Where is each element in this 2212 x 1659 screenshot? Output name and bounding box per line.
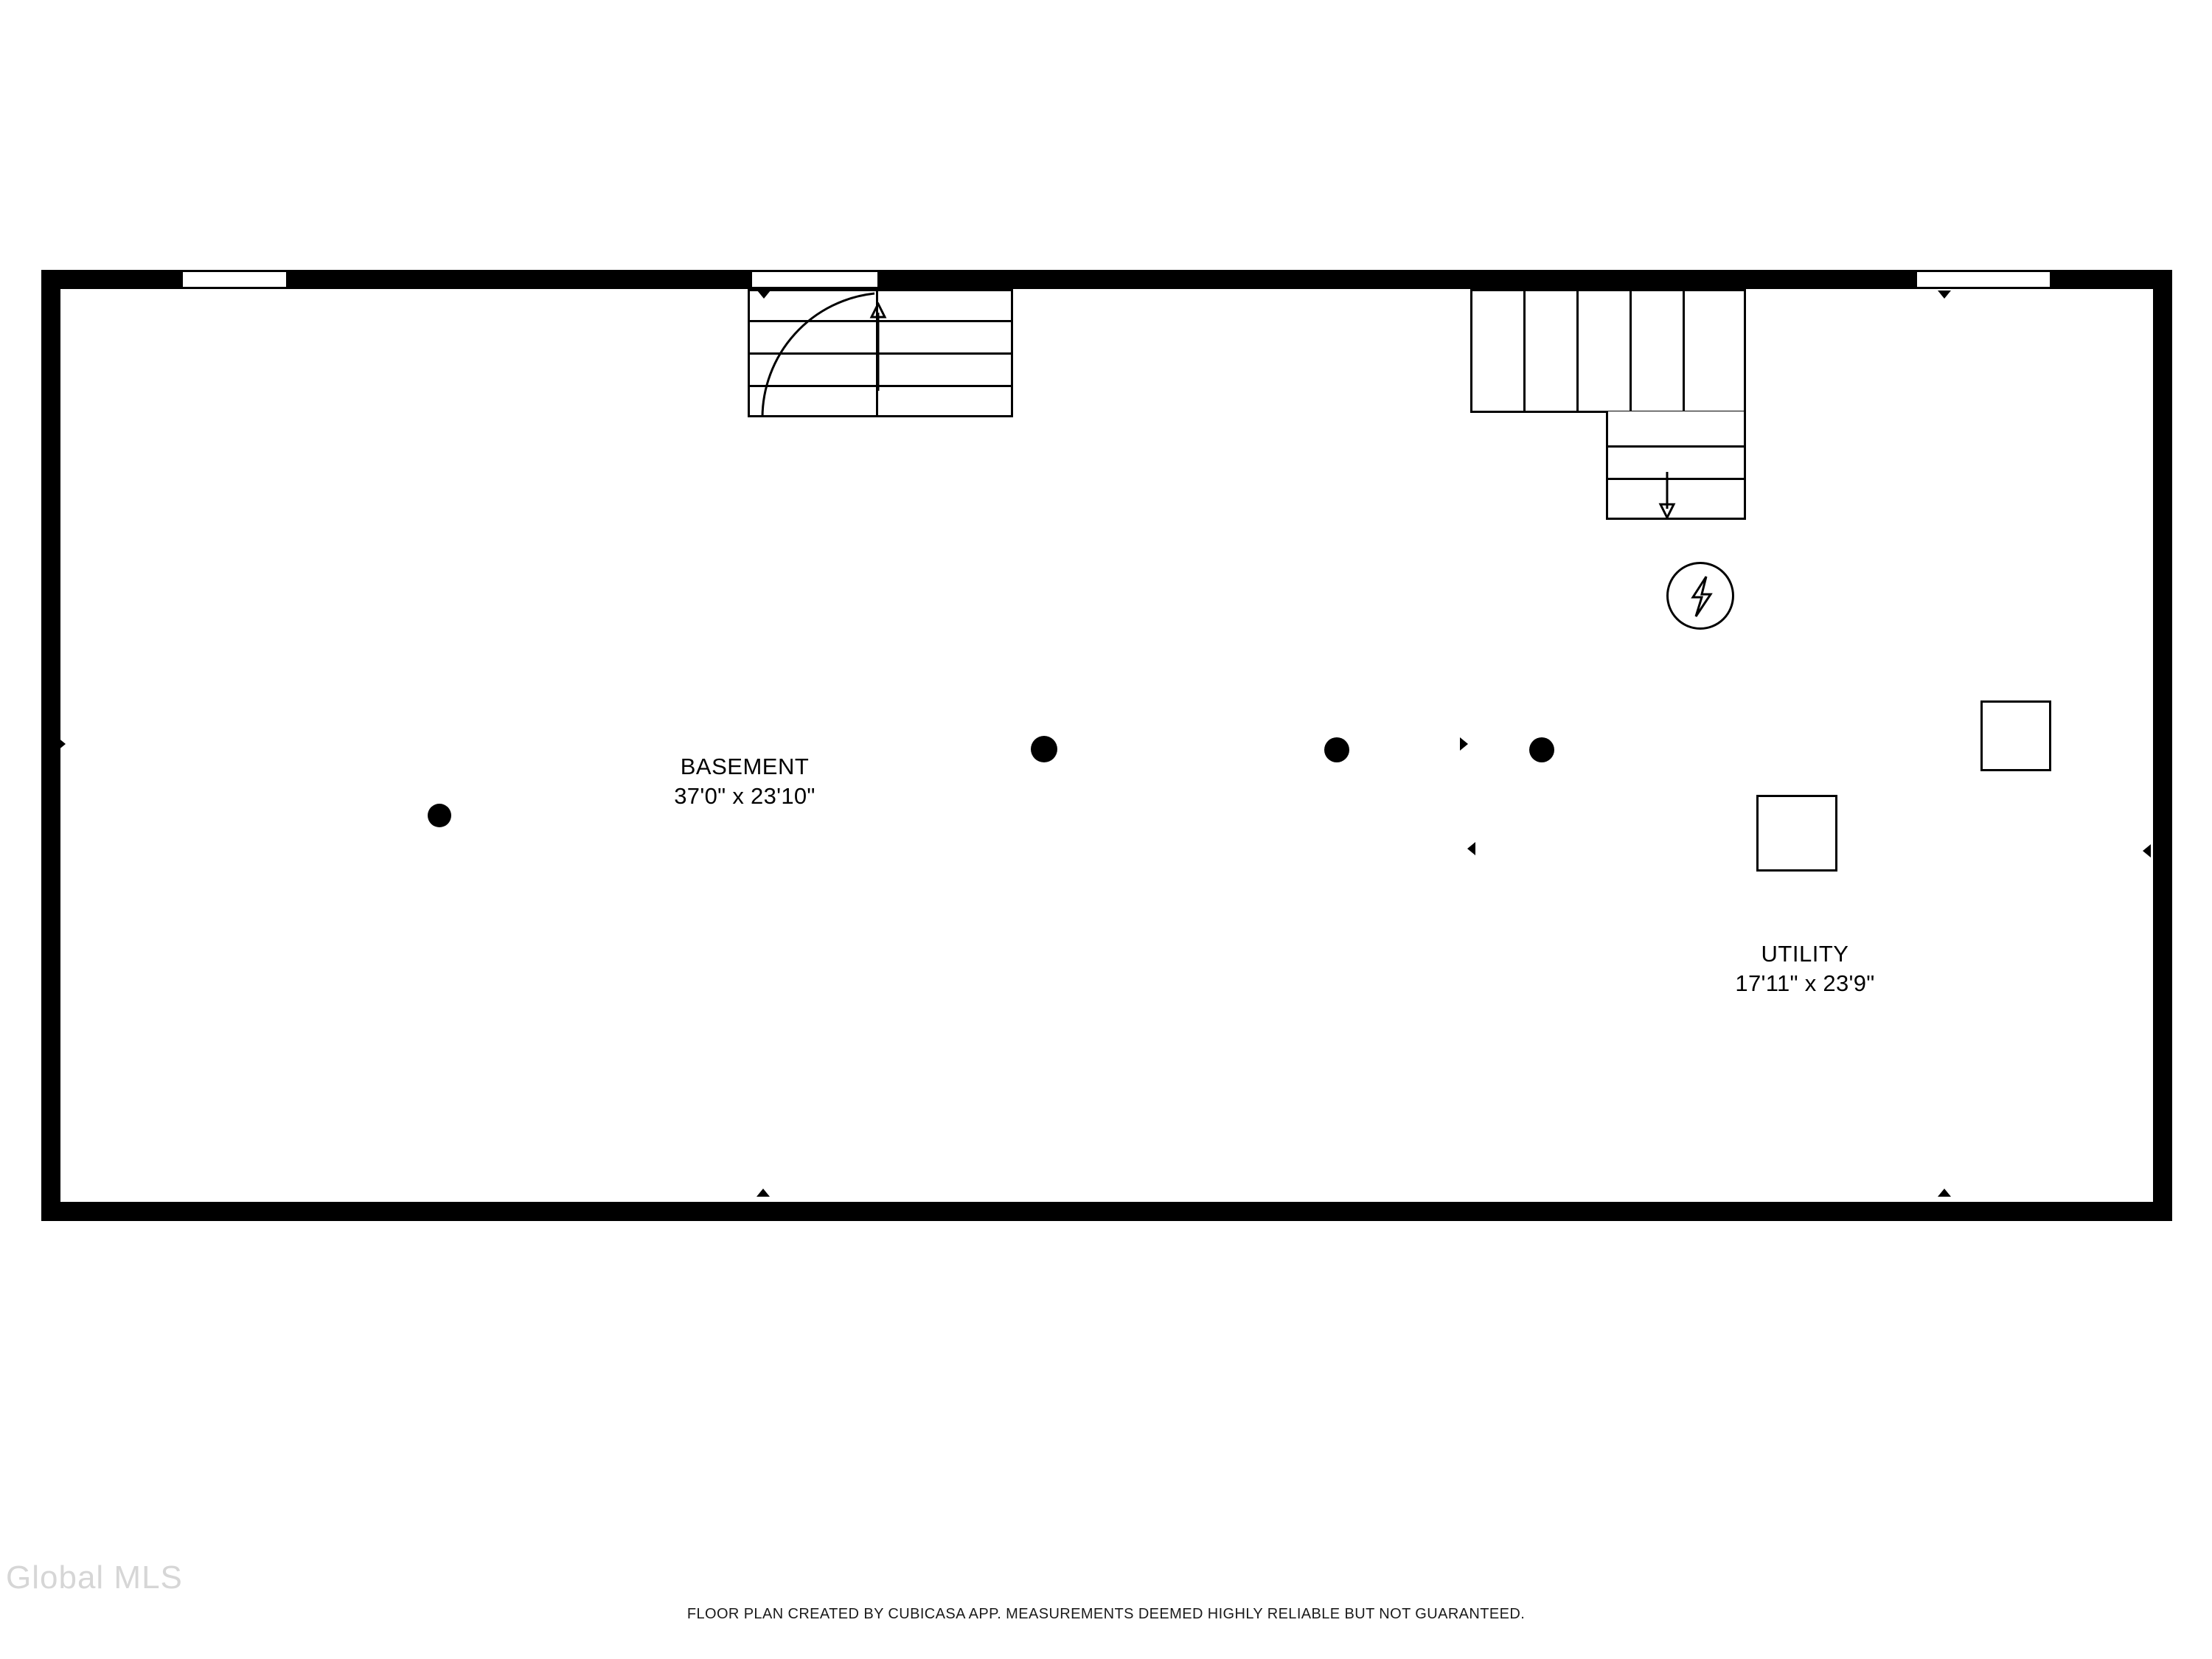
basement-name: BASEMENT <box>680 754 810 779</box>
utility-square-fixture-right <box>1980 700 2051 771</box>
marker-bottom-center <box>757 1189 770 1197</box>
support-column-2 <box>1031 736 1057 762</box>
stair-down-joint-mask <box>1608 411 1744 416</box>
stair-down-lower-tread-1 <box>1606 445 1746 448</box>
marker-bottom-right <box>1938 1189 1951 1197</box>
support-column-4 <box>1529 737 1554 762</box>
floor-plan-disclaimer: FLOOR PLAN CREATED BY CUBICASA APP. MEASUREMENTS DEEMED HIGHLY RELIABLE BUT NOT GUARANTEED. <box>686 1606 1526 1622</box>
stair-down-tread-a <box>1523 289 1526 413</box>
wall-top <box>41 270 2172 289</box>
global-mls-watermark: Global MLS <box>6 1559 183 1596</box>
utility-dimensions: 17'11" x 23'9" <box>1735 970 1875 996</box>
utility-name: UTILITY <box>1761 941 1849 967</box>
support-column-3 <box>1324 737 1349 762</box>
marker-top-window-right <box>1938 291 1951 299</box>
support-column-1 <box>428 804 451 827</box>
stair-down-upper-outline <box>1470 289 1746 413</box>
stair-down-tread-b <box>1576 289 1579 413</box>
wall-bottom <box>41 1202 2172 1221</box>
window-top-right <box>1917 270 2050 289</box>
marker-right-wall <box>2143 844 2151 858</box>
stair-down-tread-c <box>1630 289 1632 413</box>
marker-interior-lower <box>1467 842 1475 855</box>
lightning-bolt-icon <box>1687 575 1717 618</box>
basement-dimensions: 37'0" x 23'10" <box>674 782 815 809</box>
stair-down-arrow-icon <box>1658 472 1677 519</box>
marker-interior-upper <box>1460 737 1468 751</box>
room-label-basement <box>560 752 929 810</box>
marker-left-wall <box>58 737 66 751</box>
utility-square-fixture-left <box>1756 795 1837 872</box>
marker-top-stair-entry <box>757 291 771 299</box>
stair-down-tread-d <box>1683 289 1685 413</box>
stair-up-arrow-icon <box>869 302 888 391</box>
wall-right <box>2153 270 2172 1221</box>
room-label-utility <box>1591 939 2019 998</box>
window-top-left <box>183 270 286 289</box>
